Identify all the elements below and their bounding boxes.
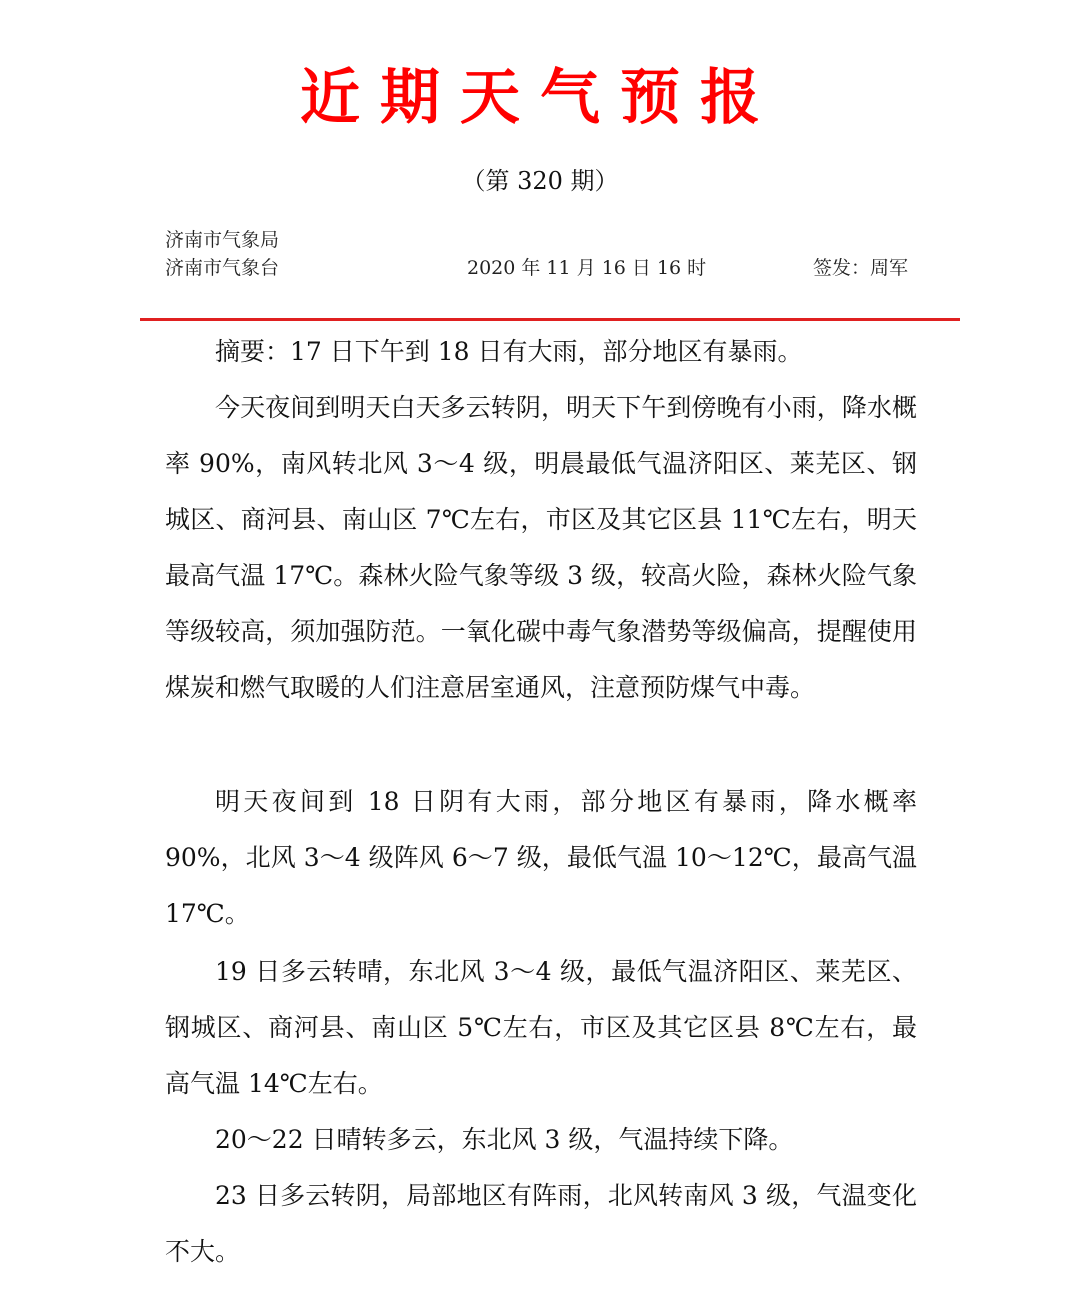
forecast-paragraph-tonight-tomorrow: 今天夜间到明天白天多云转阴，明天下午到傍晚有小雨，降水概率 90%，南风转北风 3～4 级，明晨最低气温济阳区、莱芜区、钢城区、商河县、南山区 7℃左右，市区及其它区县 11℃左右，明天最高气温 17℃。森林火险气象等级 3 级，较高火险，森林火险气象等级较高，须加强防范。一氧化碳中毒气象潜势等级偏高，提醒使用煤炭和燃气取暖的人们注意居室通风，注意预防煤气中毒。 — [165, 393, 917, 702]
header-divider — [140, 318, 960, 321]
issuing-org-observatory: 济南市气象台 — [165, 257, 280, 279]
summary-paragraph: 摘要：17 日下午到 18 日有大雨，部分地区有暴雨。 — [215, 337, 803, 366]
forecast-paragraph-23rd: 23 日多云转阴，局部地区有阵雨，北风转南风 3 级，气温变化不大。 — [165, 1181, 917, 1266]
signer: 签发：周军 — [813, 257, 909, 279]
document-title: 近期天气预报 — [300, 63, 780, 133]
issue-date: 2020 年 11 月 16 日 16 时 — [467, 257, 707, 279]
issuing-org-bureau: 济南市气象局 — [165, 229, 280, 251]
forecast-paragraph-18th: 明天夜间到 18 日阴有大雨，部分地区有暴雨，降水概率 90%，北风 3～4 级阵风 6～7 级，最低气温 10～12℃，最高气温 17℃。 — [165, 787, 917, 928]
forecast-paragraph-19th: 19 日多云转晴，东北风 3～4 级，最低气温济阳区、莱芜区、钢城区、商河县、南山区 5℃左右，市区及其它区县 8℃左右，最高气温 14℃左右。 — [165, 957, 917, 1098]
issue-number: （第 320 期） — [461, 167, 619, 195]
forecast-paragraph-20-22nd: 20～22 日晴转多云，东北风 3 级，气温持续下降。 — [215, 1125, 794, 1154]
